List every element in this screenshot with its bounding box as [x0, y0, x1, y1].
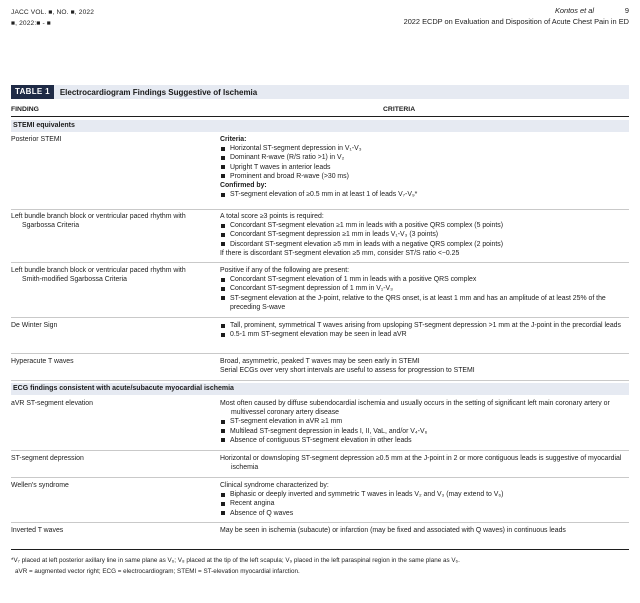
finding-text: Hyperacute T waves	[11, 358, 74, 365]
finding-cell	[11, 357, 216, 366]
criteria-item: Multilead ST-segment depression in leads I, II, VaL, and/or V₄-V₆	[220, 427, 625, 436]
finding-cell	[11, 481, 216, 490]
finding-text: Left bundle branch block or ventricular paced rhythm with	[11, 267, 186, 274]
table-row	[11, 212, 629, 263]
criteria-intro: Positive if any of the following are present:	[220, 267, 350, 274]
table-column-header	[11, 103, 629, 117]
table-row	[11, 526, 629, 550]
finding-text: Inverted T waves	[11, 527, 64, 534]
table-row	[11, 454, 629, 478]
criteria-item: ST-segment elevation at the J-point, relative to the QRS onset, is at least 1 mm and has an amplitude of at least 25% of the preceding S-wave	[220, 294, 625, 312]
running-header	[404, 5, 629, 27]
journal-volume-line: JACC VOL. ■, NO. ■, 2022	[11, 9, 95, 16]
author-label: Kontos et al	[554, 6, 594, 15]
confirmed-list	[220, 190, 625, 199]
journal-date-line: ■, 2022:■ - ■	[11, 20, 51, 27]
finding-text: ST-segment depression	[11, 455, 84, 462]
criteria-item: Prominent and broad R-wave (>30 ms)	[220, 172, 625, 181]
table-title-bar	[11, 85, 629, 99]
criteria-cell	[220, 399, 625, 445]
finding-cell	[11, 526, 216, 535]
section-stemi-equivalents: STEMI equivalents	[11, 120, 629, 132]
table-row	[11, 399, 629, 451]
criteria-item: Biphasic or deeply inverted and symmetric T waves in leads V₂ and V₃ (may extend to V₆)	[220, 490, 625, 499]
confirmed-item: ST-segment elevation of ≥0.5 mm in at least 1 of leads V₇-V₉*	[220, 190, 625, 199]
criteria-item: Tall, prominent, symmetrical T waves arising from upsloping ST-segment depression >1 mm at the J-point in the precordial leads	[220, 321, 625, 330]
criteria-list	[220, 321, 625, 339]
criteria-cell	[220, 135, 625, 199]
finding-cell	[11, 321, 216, 330]
table-row	[11, 266, 629, 318]
criteria-item: Concordant ST-segment elevation of 1 mm in leads with a positive QRS complex	[220, 275, 625, 284]
criteria-item: 0.5-1 mm ST-segment elevation may be seen in lead aVR	[220, 330, 625, 339]
criteria-text: Broad, asymmetric, peaked T waves may be seen early in STEMI	[220, 358, 420, 365]
criteria-item: Concordant ST-segment depression ≥1 mm in leads V₁-V₃ (3 points)	[220, 230, 625, 239]
criteria-label: Criteria:	[220, 136, 247, 143]
table-row	[11, 357, 629, 381]
criteria-item: Concordant ST-segment depression of 1 mm in V₁-V₃	[220, 284, 625, 293]
section-ecg-findings: ECG findings consistent with acute/subacute myocardial ischemia	[11, 383, 629, 395]
criteria-cell	[220, 266, 625, 312]
criteria-cell	[220, 454, 625, 472]
finding-subtext: Sgarbossa Criteria	[22, 222, 80, 230]
finding-subtext: Smith-modified Sgarbossa Criteria	[22, 276, 127, 284]
running-title: 2022 ECDP on Evaluation and Disposition of Acute Chest Pain in ED	[403, 17, 629, 26]
criteria-cell	[220, 357, 625, 375]
table-row	[11, 135, 629, 210]
criteria-item: Recent angina	[220, 499, 625, 508]
journal-header	[11, 7, 94, 29]
criteria-closing: If there is discordant ST-segment elevation ≥5 mm, consider ST/S ratio <−0.25	[220, 249, 460, 257]
table-row	[11, 321, 629, 354]
criteria-list	[220, 490, 625, 518]
criteria-item: Absence of contiguous ST-segment elevation in other leads	[220, 436, 625, 445]
criteria-item: Discordant ST-segment elevation ≥5 mm in leads with a negative QRS complex (2 points)	[220, 240, 625, 249]
table-row	[11, 481, 629, 523]
finding-text: Left bundle branch block or ventricular paced rhythm with	[11, 213, 186, 220]
finding-cell	[11, 454, 216, 463]
criteria-cell	[220, 212, 625, 258]
criteria-list	[220, 275, 625, 312]
criteria-cell	[220, 481, 625, 518]
criteria-item: Upright T waves in anterior leads	[220, 163, 625, 172]
column-criteria: CRITERIA	[383, 106, 416, 113]
finding-cell	[11, 266, 216, 284]
criteria-list	[220, 221, 625, 249]
criteria-text: Serial ECGs over very short intervals are useful to assess for progression to STEMI	[220, 367, 475, 375]
criteria-list	[220, 417, 625, 445]
finding-text: Wellen's syndrome	[11, 482, 69, 489]
criteria-item: ST-segment elevation in aVR ≥1 mm	[220, 417, 625, 426]
criteria-cell	[220, 321, 625, 339]
finding-text: De Winter Sign	[11, 322, 58, 329]
criteria-list	[220, 144, 625, 181]
finding-cell	[11, 399, 216, 408]
finding-cell	[11, 212, 216, 230]
criteria-item: Absence of Q waves	[220, 509, 625, 518]
criteria-cell	[220, 526, 625, 535]
finding-text: Posterior STEMI	[11, 136, 62, 143]
criteria-intro: A total score ≥3 points is required:	[220, 213, 324, 220]
criteria-item: Concordant ST-segment elevation ≥1 mm in leads with a positive QRS complex (5 points)	[220, 221, 625, 230]
page-number: 9	[624, 6, 629, 15]
criteria-item: Dominant R-wave (R/S ratio >1) in V₂	[220, 153, 625, 162]
finding-cell	[11, 135, 216, 144]
criteria-intro: Clinical syndrome characterized by:	[220, 482, 329, 489]
criteria-intro: Most often caused by diffuse subendocardial ischemia and usually occurs in the setting of significant left main coronary artery or multivessel coronary artery disease	[220, 400, 610, 417]
criteria-item: Horizontal ST-segment depression in V₁-V₃	[220, 144, 625, 153]
finding-text: aVR ST-segment elevation	[11, 400, 93, 407]
confirmed-label: Confirmed by:	[220, 182, 267, 190]
table-title: Electrocardiogram Findings Suggestive of Ischemia	[59, 87, 258, 97]
footnote-leads: *V₇ placed at left posterior axillary line in same plane as V₆; V₈ placed at the tip of the left scapula; V₉ placed in the left paraspinal region in the same plane as V₆.	[11, 557, 460, 564]
table-label: TABLE 1	[11, 85, 54, 99]
column-finding: FINDING	[11, 106, 39, 113]
criteria-text: May be seen in ischemia (subacute) or infarction (may be fixed and associated with Q waves) in continuous leads	[220, 527, 566, 534]
footnote-abbreviations: aVR = augmented vector right; ECG = electrocardiogram; STEMI = ST-elevation myocardial infarction.	[15, 568, 300, 575]
criteria-text: Horizontal or downsloping ST-segment depression ≥0.5 mm at the J-point in 2 or more contiguous leads is suggestive of myocardial ischemia	[220, 455, 622, 472]
